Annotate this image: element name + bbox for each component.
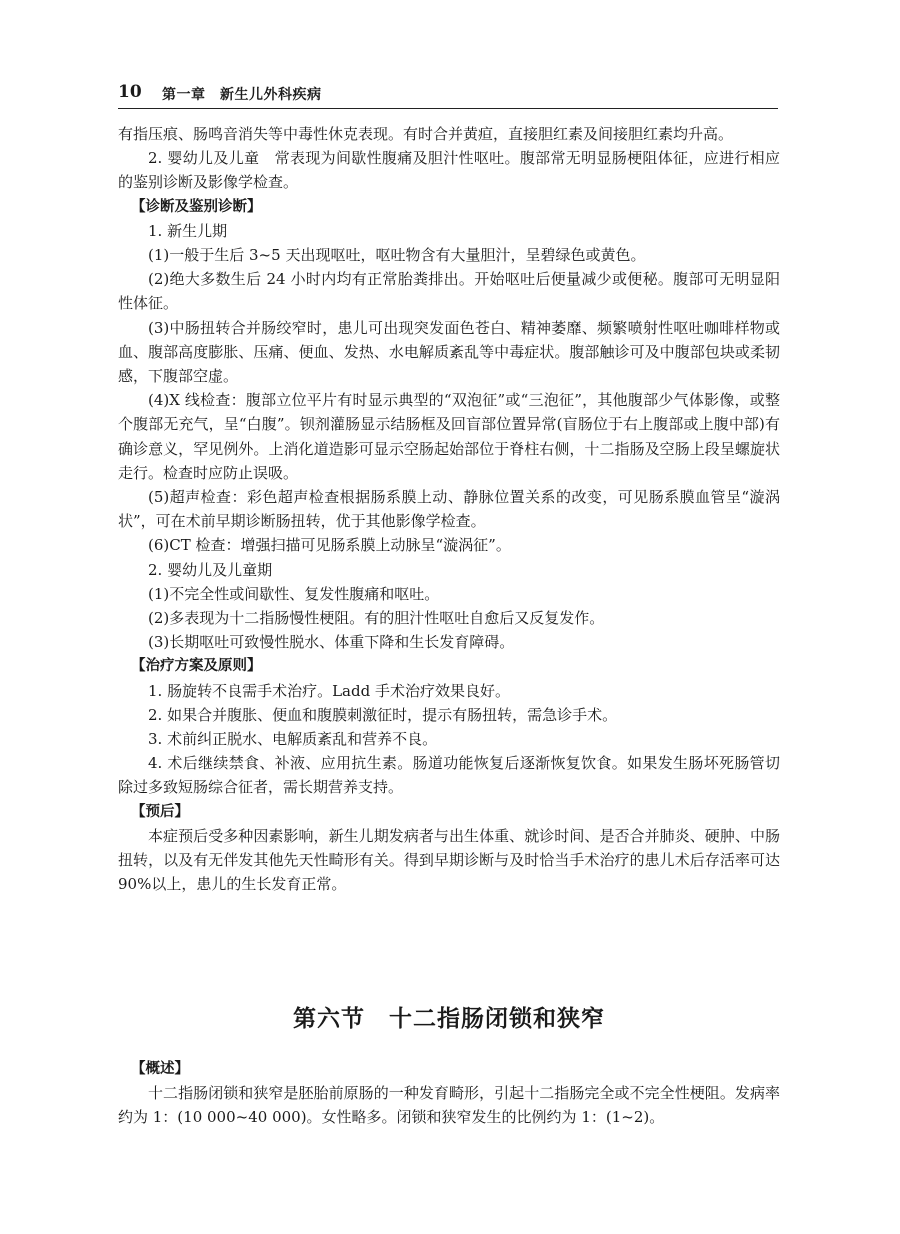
list-item: (2)多表现为十二指肠慢性梗阻。有的胆汁性呕吐自愈后又反复发作。: [148, 609, 605, 628]
list-item: 2. 如果合并腹胀、便血和腹膜刺激征时，提示有肠扭转，需急诊手术。: [148, 705, 618, 724]
main-text: [118, 122, 780, 897]
list-item: (6)CT 检查：增强扫描可见肠系膜上动脉呈“漩涡征”。: [148, 536, 511, 555]
running-header: [118, 80, 778, 109]
section-heading: 【诊断及鉴别诊断】: [131, 198, 262, 215]
paragraph: 十二指肠闭锁和狭窄是胚胎前原肠的一种发育畸形，引起十二指肠完全或不完全性梗阻。发病率约为 1：(10 000~40 000)。女性略多。闭锁和狭窄发生的比例约为 1：(1~2)。: [118, 1084, 780, 1127]
section-title: 第六节 十二指肠闭锁和狭窄: [293, 1005, 605, 1032]
chapter-title: 第一章 新生儿外科疾病: [162, 87, 322, 103]
list-item: (3)长期呕吐可致慢性脱水、体重下降和生长发育障碍。: [148, 633, 515, 652]
list-item: (3)中肠扭转合并肠绞窄时，患儿可出现突发面色苍白、精神萎靡、频繁喷射性呕吐咖啡样物或血、腹部高度膨胀、压痛、便血、发热、水电解质紊乱等中毒症状。腹部触诊可及中腹部包块或柔韧感，下腹部空虚。: [118, 318, 780, 386]
list-item: 3. 术前纠正脱水、电解质紊乱和营养不良。: [148, 730, 438, 749]
section-heading: 【治疗方案及原则】: [131, 658, 262, 675]
paragraph: 2. 婴幼儿及儿童 常表现为间歇性腹痛及胆汁性呕吐。腹部常无明显肠梗阻体征，应进行相应的鉴别诊断及影像学检查。: [118, 149, 780, 192]
list-item: 1. 肠旋转不良需手术治疗。Ladd 手术治疗效果良好。: [148, 681, 510, 700]
list-item: (1)一般于生后 3~5 天出现呕吐，呕吐物含有大量胆汁，呈碧绿色或黄色。: [148, 246, 646, 265]
list-item: (5)超声检查：彩色超声检查根据肠系膜上动、静脉位置关系的改变，可见肠系膜血管呈“漩涡状”，可在术前早期诊断肠扭转，优于其他影像学检查。: [118, 488, 780, 531]
section-text: [118, 1057, 780, 1130]
paragraph: 有指压痕、肠鸣音消失等中毒性休克表现。有时合并黄疸，直接胆红素及间接胆红素均升高。: [118, 125, 734, 143]
list-item: (2)绝大多数生后 24 小时内均有正常胎粪排出。开始呕吐后便量减少或便秘。腹部可无明显阳性体征。: [118, 270, 780, 313]
list-item: 1. 新生儿期: [148, 221, 228, 240]
list-item: (4)X 线检查：腹部立位平片有时显示典型的“双泡征”或“三泡征”，其他腹部少气体影像，或整个腹部无充气，呈“白腹”。钡剂灌肠显示结肠框及回盲部位置异常(盲肠位于右上腹部或上腹中部)有确诊意义，罕见例外。上消化道造影可显示空肠起始部位于脊柱右侧，十二指肠及空肠上段呈螺旋状走行。检查时应防止误吸。: [118, 391, 780, 482]
section-heading: 【概述】: [131, 1061, 190, 1077]
list-item: 4. 术后继续禁食、补液、应用抗生素。肠道功能恢复后逐渐恢复饮食。如果发生肠坏死肠管切除过多致短肠综合征者，需长期营养支持。: [118, 754, 780, 797]
list-item: (1)不完全性或间歇性、复发性腹痛和呕吐。: [148, 584, 440, 603]
section-heading: 【预后】: [131, 803, 190, 820]
page-number: 10: [118, 82, 142, 102]
paragraph: 本症预后受多种因素影响，新生儿期发病者与出生体重、就诊时间、是否合并肺炎、硬肿、中肠扭转，以及有无伴发其他先天性畸形有关。得到早期诊断与及时恰当手术治疗的患儿术后存活率可达 90%以上，患儿的生长发育正常。: [118, 826, 780, 894]
list-item: 2. 婴幼儿及儿童期: [148, 560, 273, 579]
